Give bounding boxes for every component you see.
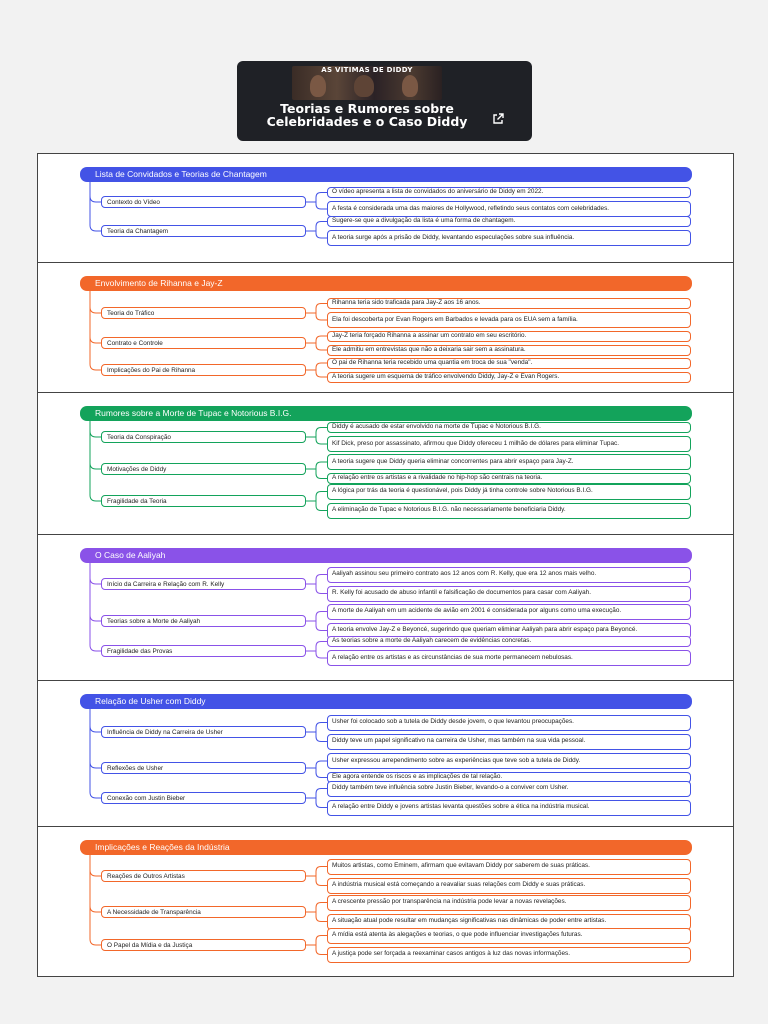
section-title: O Caso de Aaliyah [80, 548, 692, 563]
detail-node[interactable]: Ela foi descoberta por Evan Rogers em Barbados e levada para os EUA sem a família. [327, 312, 691, 328]
topic-node[interactable]: Reflexões de Usher [101, 762, 306, 774]
detail-node[interactable]: A eliminação de Tupac e Notorious B.I.G. não necessariamente beneficiaria Diddy. [327, 503, 691, 519]
detail-node[interactable]: A crescente pressão por transparência na indústria pode levar a novas revelações. [327, 895, 691, 911]
detail-node[interactable]: A teoria sugere que Diddy queria eliminar concorrentes para abrir espaço para Jay-Z. [327, 454, 691, 470]
topic-node[interactable]: Teoria do Tráfico [101, 307, 306, 319]
topic-node[interactable]: A Necessidade de Transparência [101, 906, 306, 918]
topic-node[interactable]: Teorias sobre a Morte de Aaliyah [101, 615, 306, 627]
thumbnail-face [354, 75, 374, 97]
card-title: Teorias e Rumores sobre Celebridades e o Caso Diddy [266, 101, 468, 129]
section-title: Relação de Usher com Diddy [80, 694, 692, 709]
section-title: Rumores sobre a Morte de Tupac e Notorious B.I.G. [80, 406, 692, 421]
detail-node[interactable]: A justiça pode ser forçada a reexaminar casos antigos à luz das novas informações. [327, 947, 691, 963]
detail-node[interactable]: Diddy teve um papel significativo na carreira de Usher, mas também na sua vida pessoal. [327, 734, 691, 750]
detail-node[interactable]: A lógica por trás da teoria é questionável, pois Diddy já tinha controle sobre Notorious B.I.G. [327, 484, 691, 500]
video-card[interactable] [237, 61, 532, 141]
section-1 [38, 154, 733, 262]
section-title: Implicações e Reações da Indústria [80, 840, 692, 855]
detail-node[interactable]: Diddy é acusado de estar envolvido na morte de Tupac e Notorious B.I.G. [327, 422, 691, 433]
section-5 [38, 680, 733, 827]
section-4 [38, 534, 733, 681]
topic-node[interactable]: Início da Carreira e Relação com R. Kelly [101, 578, 306, 590]
detail-node[interactable]: Rihanna teria sido traficada para Jay-Z aos 16 anos. [327, 298, 691, 309]
detail-node[interactable]: As teorias sobre a morte de Aaliyah carecem de evidências concretas. [327, 636, 691, 647]
detail-node[interactable]: A morte de Aaliyah em um acidente de avião em 2001 é considerada por alguns como uma execução. [327, 604, 691, 620]
detail-node[interactable]: A indústria musical está começando a reavaliar suas relações com Diddy e suas práticas. [327, 878, 691, 894]
external-link-icon[interactable] [491, 112, 505, 126]
detail-node[interactable]: A relação entre os artistas e a rivalidade no hip-hop são centrais na teoria. [327, 473, 691, 484]
topic-node[interactable]: Teoria da Conspiração [101, 431, 306, 443]
topic-node[interactable]: Implicações do Pai de Rihanna [101, 364, 306, 376]
detail-node[interactable]: Jay-Z teria forçado Rihanna a assinar um contrato em seu escritório. [327, 331, 691, 342]
topic-node[interactable]: Influência de Diddy na Carreira de Usher [101, 726, 306, 738]
detail-node[interactable]: A relação entre os artistas e as circunstâncias de sua morte permanecem nebulosas. [327, 650, 691, 666]
topic-node[interactable]: Conexão com Justin Bieber [101, 792, 306, 804]
video-thumbnail[interactable] [292, 66, 442, 100]
section-title: Lista de Convidados e Teorias de Chantagem [80, 167, 692, 182]
topic-node[interactable]: O Papel da Mídia e da Justiça [101, 939, 306, 951]
topic-node[interactable]: Contrato e Controle [101, 337, 306, 349]
topic-node[interactable]: Reações de Outros Artistas [101, 870, 306, 882]
thumbnail-face [402, 75, 418, 97]
detail-node[interactable]: Aaliyah assinou seu primeiro contrato aos 12 anos com R. Kelly, que era 12 anos mais velho. [327, 567, 691, 583]
detail-node[interactable]: Kif Dick, preso por assassinato, afirmou que Diddy ofereceu 1 milhão de dólares para eliminar Tupac. [327, 436, 691, 452]
topic-node[interactable]: Motivações de Diddy [101, 463, 306, 475]
section-2 [38, 262, 733, 393]
detail-node[interactable]: A teoria surge após a prisão de Diddy, levantando especulações sobre sua influência. [327, 230, 691, 246]
thumbnail-face [310, 75, 326, 97]
detail-node[interactable]: A teoria sugere um esquema de tráfico envolvendo Diddy, Jay-Z e Evan Rogers. [327, 372, 691, 383]
detail-node[interactable]: Diddy também teve influência sobre Justin Bieber, levando-o a conviver com Usher. [327, 781, 691, 797]
mindmap-frame [37, 153, 734, 977]
thumbnail-title: AS VÍTIMAS DE DIDDY [321, 66, 413, 74]
detail-node[interactable]: A relação entre Diddy e jovens artistas levanta questões sobre a ética na indústria musical. [327, 800, 691, 816]
section-3 [38, 392, 733, 535]
detail-node[interactable]: Sugere-se que a divulgação da lista é uma forma de chantagem. [327, 216, 691, 227]
detail-node[interactable]: A teoria envolve Jay-Z e Beyoncé, sugerindo que queriam eliminar Aaliyah para abrir espaço para Beyoncé. [327, 623, 691, 639]
detail-node[interactable]: O pai de Rihanna teria recebido uma quantia em troca de sua "venda". [327, 358, 691, 369]
detail-node[interactable]: O vídeo apresenta a lista de convidados do aniversário de Diddy em 2022. [327, 187, 691, 198]
topic-node[interactable]: Fragilidade da Teoria [101, 495, 306, 507]
topic-node[interactable]: Fragilidade das Provas [101, 645, 306, 657]
section-title: Envolvimento de Rihanna e Jay-Z [80, 276, 692, 291]
detail-node[interactable]: A festa é considerada uma das maiores de Hollywood, refletindo seus contatos com celebridades. [327, 201, 691, 217]
topic-node[interactable]: Contexto do Vídeo [101, 196, 306, 208]
detail-node[interactable]: R. Kelly foi acusado de abuso infantil e falsificação de documentos para casar com Aaliyah. [327, 586, 691, 602]
detail-node[interactable]: Ele agora entende os riscos e as implicações de tal relação. [327, 772, 691, 783]
detail-node[interactable]: A situação atual pode resultar em mudanças significativas nas dinâmicas de poder entre artistas. [327, 914, 691, 930]
section-6 [38, 826, 733, 977]
topic-node[interactable]: Teoria da Chantagem [101, 225, 306, 237]
detail-node[interactable]: Ele admitiu em entrevistas que não a deixaria sair sem a assinatura. [327, 345, 691, 356]
detail-node[interactable]: Usher foi colocado sob a tutela de Diddy desde jovem, o que levantou preocupações. [327, 715, 691, 731]
detail-node[interactable]: Muitos artistas, como Eminem, afirmam que evitavam Diddy por saberem de suas práticas. [327, 859, 691, 875]
detail-node[interactable]: Usher expressou arrependimento sobre as experiências que teve sob a tutela de Diddy. [327, 753, 691, 769]
detail-node[interactable]: A mídia está atenta às alegações e teorias, o que pode influenciar investigações futuras. [327, 928, 691, 944]
